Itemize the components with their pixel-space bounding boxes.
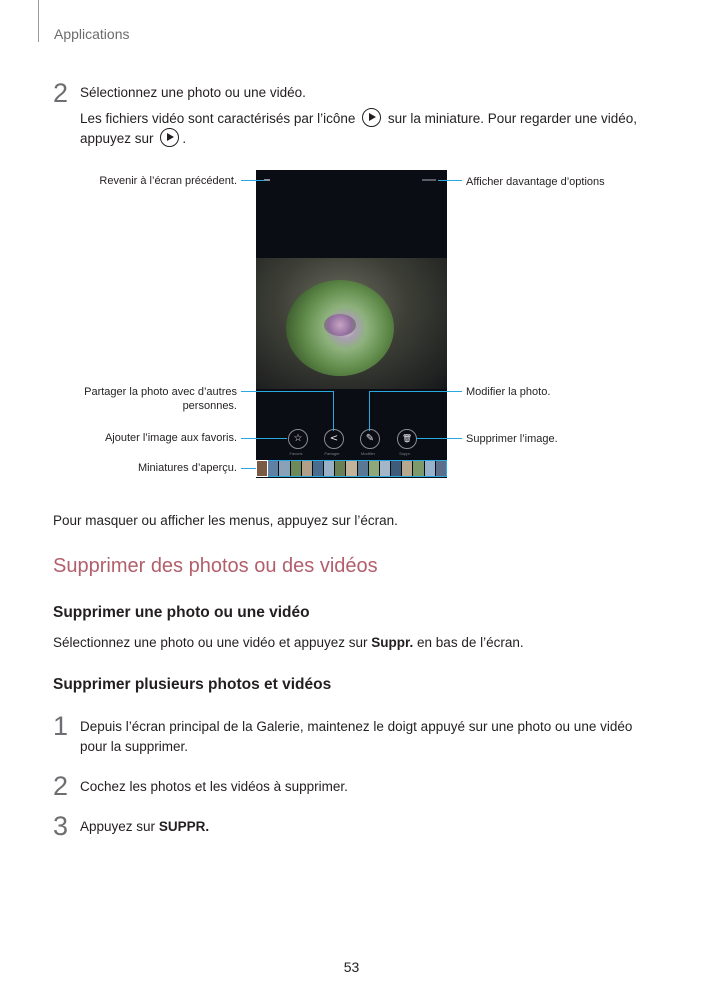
thumbnail [380, 461, 390, 476]
thumbnail [358, 461, 368, 476]
section-title: Supprimer des photos ou des vidéos [53, 555, 378, 577]
step-description-text-d: . [182, 131, 187, 146]
section-label: Applications [54, 26, 130, 42]
photo [256, 258, 447, 389]
subheading-single: Supprimer une photo ou une vidéo [53, 604, 310, 621]
callout-line [241, 391, 334, 392]
step-text: Depuis l’écran principal de la Galerie, maintenez le doigt appuyé sur une photo ou une vidéo [80, 719, 633, 734]
thumbnail [335, 461, 345, 476]
share-label: Partager [324, 451, 340, 456]
thumbnail [257, 461, 267, 476]
step-title: Sélectionnez une photo ou une vidéo. [80, 85, 306, 100]
step-description-line1 [80, 108, 637, 130]
thumbnail [268, 461, 278, 476]
step-description-text-a: Les fichiers vidéo sont caractérisés par l’icône [80, 111, 356, 126]
thumbnail [291, 461, 301, 476]
callout-line [416, 438, 462, 439]
step-text-bold: SUPPR. [158, 819, 210, 834]
thumbnail-strip [256, 460, 447, 477]
favorite-label: Favoris [289, 451, 303, 456]
play-icon [160, 128, 179, 147]
favorite-icon: ☆ [288, 429, 308, 449]
single-text-a: Sélectionnez une photo ou une vidéo et appuyez sur [53, 635, 368, 650]
callout-line [333, 391, 334, 431]
single-text-bold: Suppr. [371, 635, 414, 650]
callout-delete: Supprimer l’image. [466, 433, 558, 445]
thumbnail [402, 461, 412, 476]
step-description-line2 [80, 128, 186, 150]
callout-line [369, 391, 370, 431]
thumbnail [324, 461, 334, 476]
callout-favorite: Ajouter l’image aux favoris. [104, 432, 237, 444]
callout-line [241, 468, 256, 469]
thumbnail [436, 461, 446, 476]
callout-thumbnails: Miniatures d’aperçu. [137, 462, 237, 474]
callout-more-options: Afficher davantage d’options [466, 176, 605, 188]
thumbnail [279, 461, 289, 476]
share-icon: < [324, 429, 344, 449]
delete-label: Suppr. [399, 451, 411, 456]
subheading-multiple: Supprimer plusieurs photos et vidéos [53, 676, 332, 693]
callout-line [241, 180, 265, 181]
plant-center [324, 314, 356, 336]
page-number: 53 [343, 959, 360, 975]
edit-label: Modifier [360, 451, 376, 456]
more-options-icon [422, 179, 436, 181]
step-number: 2 [53, 78, 69, 108]
single-instructions [53, 632, 524, 654]
callout-line [369, 391, 462, 392]
callout-line [438, 180, 462, 181]
intro-text: Pour masquer ou afficher les menus, appuyez sur l’écran. [53, 513, 398, 528]
step-text: pour la supprimer. [80, 739, 189, 754]
thumbnail [369, 461, 379, 476]
thumbnail [346, 461, 356, 476]
callout-edit: Modifier la photo. [466, 386, 551, 398]
thumbnail [313, 461, 323, 476]
callout-share [40, 385, 237, 413]
thumbnail [302, 461, 312, 476]
play-icon [362, 108, 381, 127]
callout-line [241, 438, 287, 439]
step-text: Cochez les photos et les vidéos à supprimer. [80, 779, 348, 794]
callout-share-line1: Partager la photo avec d’autres [84, 386, 237, 398]
single-text-b: en bas de l’écran. [417, 635, 524, 650]
thumbnail [391, 461, 401, 476]
step-number: 1 [53, 711, 69, 741]
callout-back: Revenir à l’écran précédent. [99, 175, 237, 187]
step-description-text-b: sur la miniature. Pour regarder une vidéo, [387, 111, 638, 126]
delete-icon: 🗑 [397, 429, 417, 449]
gallery-screenshot [256, 170, 447, 478]
step-number: 3 [53, 811, 69, 841]
step-number: 2 [53, 771, 69, 801]
callout-share-line2: personnes. [182, 400, 237, 412]
step-text-a: Appuyez sur [80, 819, 156, 834]
step-description-text-c: appuyez sur [80, 131, 154, 146]
thumbnail [425, 461, 435, 476]
edit-icon: ✎ [360, 429, 380, 449]
header-rule [38, 0, 39, 42]
step-text [80, 816, 209, 838]
thumbnail [413, 461, 423, 476]
